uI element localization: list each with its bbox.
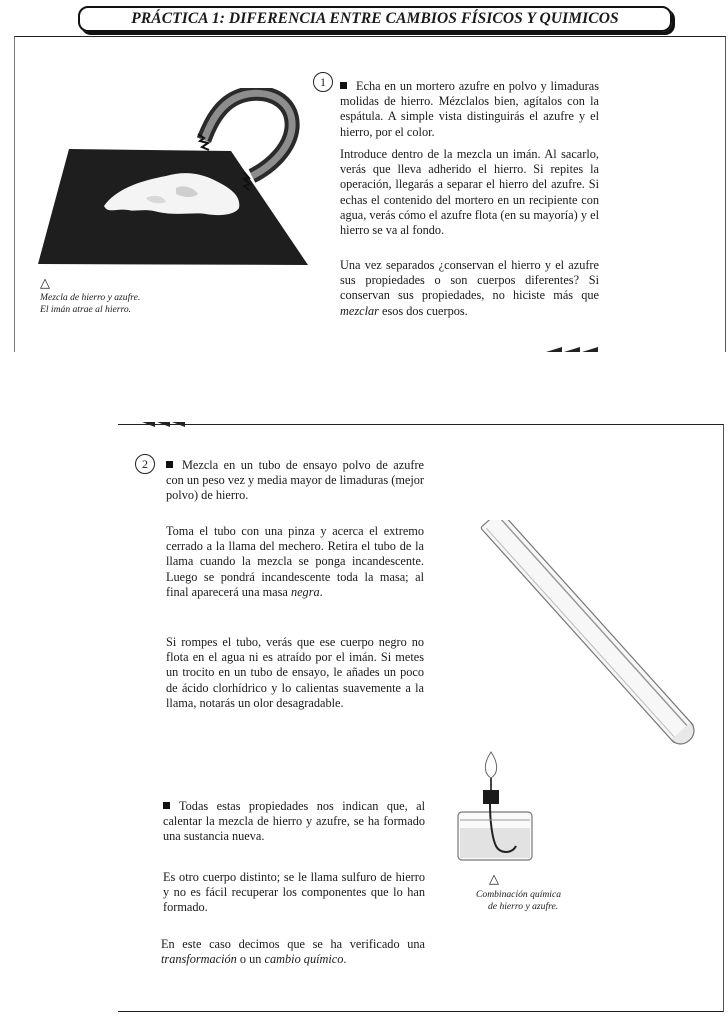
section-number-1: 1 [313,72,333,92]
paragraph-text: esos dos cuerpos. [378,303,468,318]
square-bullet-icon [166,461,173,468]
continue-arrows-icon [142,421,186,429]
square-bullet-icon [340,82,347,89]
continue-arrows-icon [546,344,600,354]
paragraph-text: o un [236,952,265,967]
caption-line: Mezcla de hierro y azufre. [40,292,141,303]
emphasis: transformación [161,952,237,967]
figure-1-caption [40,292,260,316]
emphasis: cambio químico [264,952,344,967]
section-number-2: 2 [135,454,155,474]
section-2-paragraph-1 [166,458,424,504]
paragraph-text: . [319,584,323,599]
section-2-paragraph-6 [161,937,425,967]
section-2-paragraph-4 [163,799,425,845]
title-banner [78,6,672,32]
page-title: PRÁCTICA 1: DIFERENCIA ENTRE CAMBIOS FÍSICOS Y QUIMICOS [131,10,619,27]
caption-line: El imán atrae al hierro. [40,304,132,315]
section-1-paragraph-1 [340,79,599,140]
section-2-paragraph-2 [166,524,424,600]
triangle-icon: △ [40,275,50,290]
paragraph-text: Todas estas propiedades nos indican que, al calentar la mezcla de hierro y azufre, se ha formado una sustancia nueva. [163,799,425,844]
section-1-paragraph-2: Introduce dentro de la mezcla un imán. Al sacarlo, verás que lleva adherido el hierro. Si repites la operación, llegarás a separar el hierro del azufre. Si echas el contenido del mortero en un recipiente con agua, verás cómo el azufre flota (en su mayoría) y el hierro se va al fondo. [340,147,599,238]
section-1-paragraph-3 [340,258,599,319]
paragraph-text: Mezcla en un tubo de ensayo polvo de azufre con un peso vez y media mayor de limaduras (mejor polvo) de hierro. [166,458,424,503]
figure-2-caption [476,889,626,913]
emphasis: negra [290,584,320,599]
emphasis: mezclar [340,303,379,318]
paragraph-text: . [343,952,347,967]
mixture-magnet-illustration [36,88,311,268]
section-2-paragraph-3: Si rompes el tubo, verás que ese cuerpo negro no flota en el agua ni es atraído por el imán. Si metes un trocito en un tubo de ensayo, le añades un poco de ácido clorhídrico y lo calientas suavemente a la llama, notarás un olor desagradable. [166,635,424,710]
paragraph-text: En este caso decimos que se ha verificado una [161,937,425,951]
caption-line: de hierro y azufre. [488,901,559,912]
paragraph-text: Una vez separados ¿conservan el hierro y el azufre sus propiedades o son cuerpos diferentes? Si conservan sus propiedades, no hiciste más que [340,258,599,303]
caption-line: Combinación química [476,889,562,900]
square-bullet-icon [163,802,170,809]
paragraph-text: Toma el tubo con una pinza y acerca el extremo cerrado a la llama del mechero. Retira el tubo de la llama cuando la mezcla se ponga incandescente. Luego se pondrá incandescente toda la masa; al final aparecerá una masa [166,524,424,599]
triangle-icon: △ [489,871,499,886]
test-tube-illustration [450,520,712,870]
paragraph-text: Echa en un mortero azufre en polvo y limaduras molidas de hierro. Mézclalos bien, agítalos con la espátula. A simple vista distinguirás el azufre y el hierro, por el color. [340,79,599,139]
section-2-paragraph-5: Es otro cuerpo distinto; se le llama sulfuro de hierro y no es fácil recuperar los componentes que lo han formado. [163,870,425,915]
